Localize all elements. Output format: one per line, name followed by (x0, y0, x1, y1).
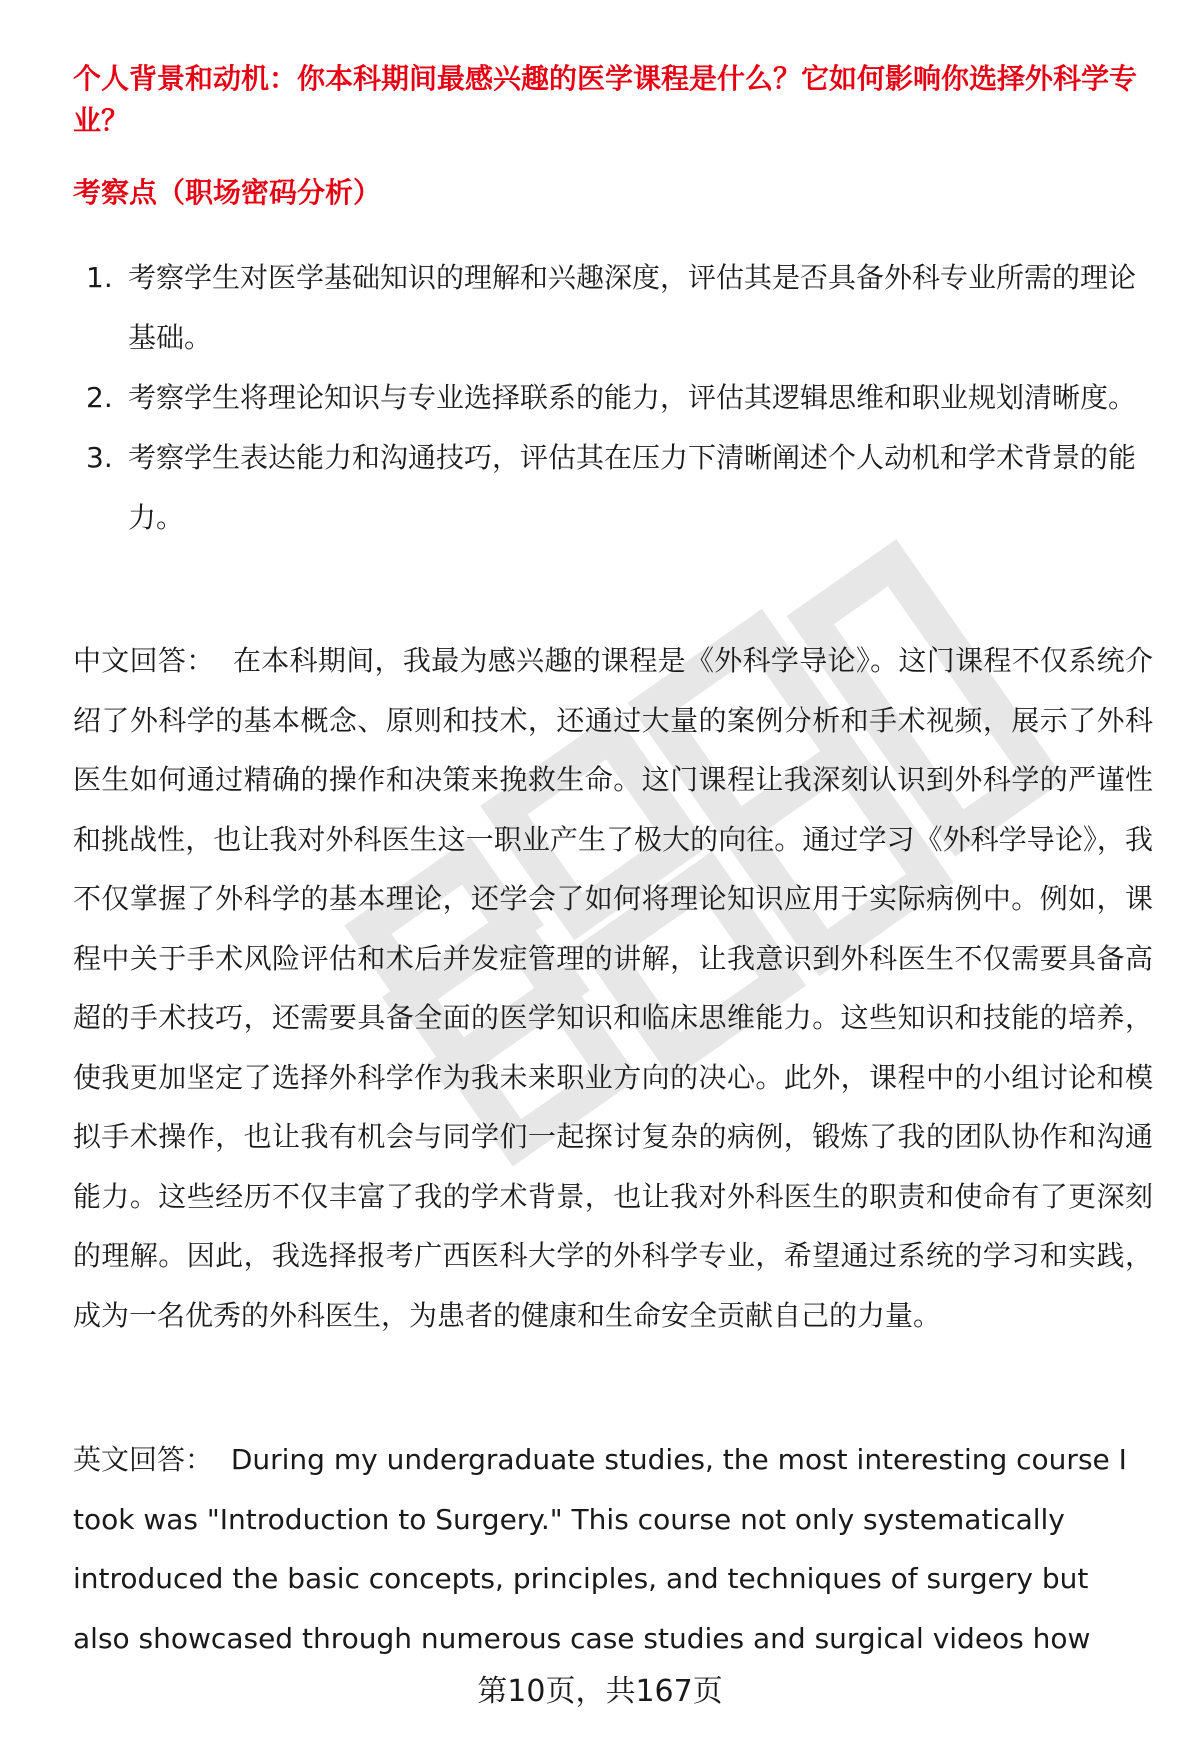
assessment-points-list (73, 248, 1143, 548)
chinese-answer-text: 在本科期间，我最为感兴趣的课程是《外科学导论》。这门课程不仅系统介绍了外科学的基本概念、原则和技术，还通过大量的案例分析和手术视频，展示了外科医生如何通过精确的操作和决策来挽救生命。这门课程让我深刻认识到外科学的严谨性和挑战性，也让我对外科医生这一职业产生了极大的向往。通过学习《外科学导论》，我不仅掌握了外科学的基本理论，还学会了如何将理论知识应用于实际病例中。例如，课程中关于手术风险评估和术后并发症管理的讲解，让我意识到外科医生不仅需要具备高超的手术技巧，还需要具备全面的医学知识和临床思维能力。这些知识和技能的培养，使我更加坚定了选择外科学作为我未来职业方向的决心。此外，课程中的小组讨论和模拟手术操作，也让我有机会与同学们一起探讨复杂的病例，锻炼了我的团队协作和沟通能力。这些经历不仅丰富了我的学术背景，也让我对外科医生的职责和使命有了更深刻的理解。因此，我选择报考广西医科大学的外科学专业，希望通过系统的学习和实践，成为一名优秀的外科医生，为患者的健康和生命安全贡献自己的力量。 (73, 644, 1153, 1332)
list-number: 3. (86, 441, 113, 474)
chinese-answer-label: 中文回答： (73, 644, 215, 677)
chinese-answer (73, 631, 1153, 1345)
english-answer (73, 1430, 1143, 1668)
list-item (73, 428, 1143, 548)
question-heading: 个人背景和动机：你本科期间最感兴趣的医学课程是什么？它如何影响你选择外科学专业？ (73, 62, 1138, 137)
list-item-text: 考察学生将理论知识与专业选择联系的能力，评估其逻辑思维和职业规划清晰度。 (128, 381, 1137, 414)
english-answer-text: During my undergraduate studies, the most interesting course I took was "Introduction to Surgery." This course not only systematically introduced the basic concepts, principles, and techniques of surgery but also showcased through numerous case studies and surgical videos how (73, 1443, 1127, 1655)
section-title: 考察点（职场密码分析） (73, 176, 382, 209)
list-number: 2. (86, 381, 113, 414)
list-item (73, 248, 1143, 368)
list-item (73, 368, 1143, 428)
english-answer-label: 英文回答： (73, 1443, 214, 1476)
page-number: 第10页，共167页 (477, 1674, 723, 1709)
list-item-text: 考察学生对医学基础知识的理解和兴趣深度，评估其是否具备外科专业所需的理论基础。 (128, 261, 1137, 354)
list-item-text: 考察学生表达能力和沟通技巧，评估其在压力下清晰阐述个人动机和学术背景的能力。 (128, 441, 1137, 534)
list-number: 1. (86, 261, 113, 294)
